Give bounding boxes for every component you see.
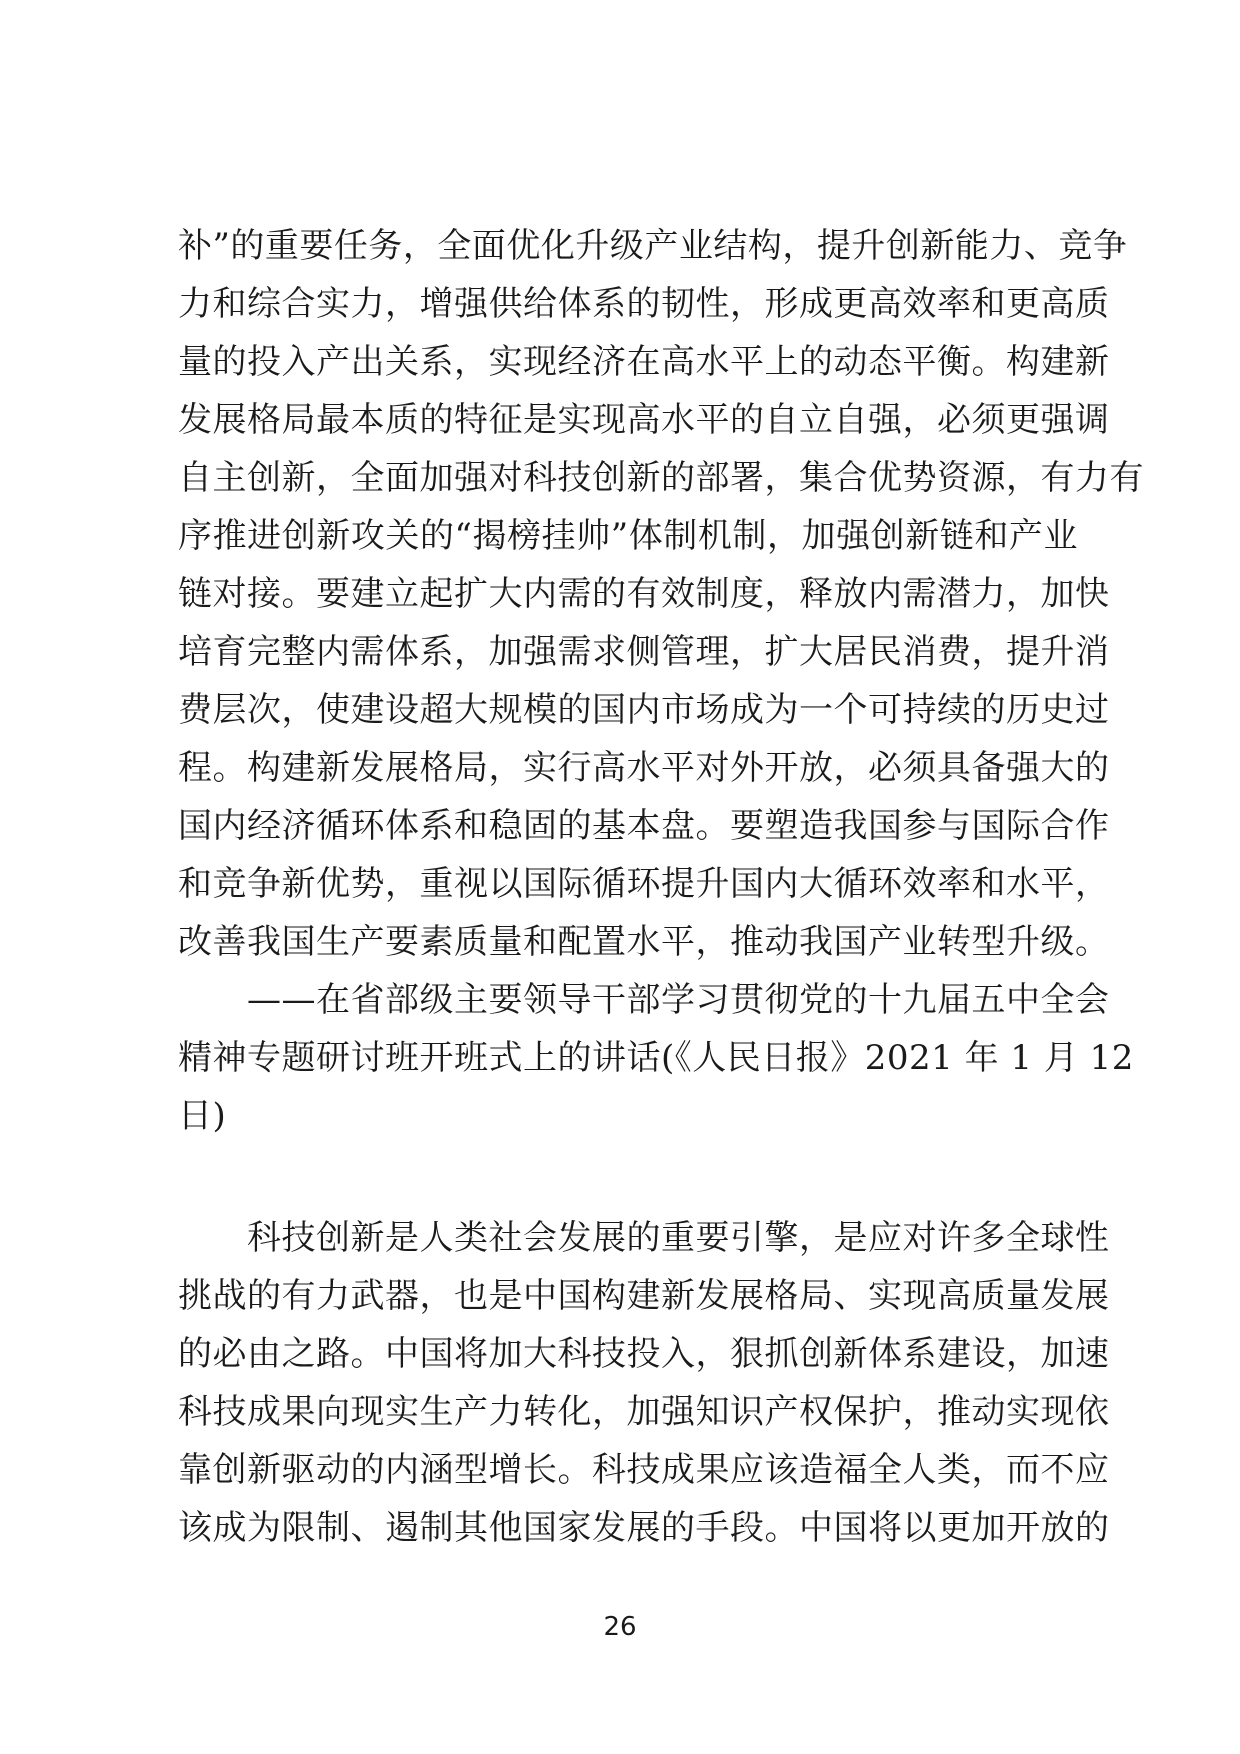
text-line: 链对接。要建立起扩大内需的有效制度，释放内需潜力，加快: [178, 574, 1110, 614]
source-citation-line: 精神专题研讨班开班式上的讲话(《人民日报》2021 年 1 月 12: [178, 1038, 1134, 1078]
source-citation-line: 日): [178, 1096, 227, 1136]
quote-paragraph: [178, 217, 1144, 1145]
text-line: 的必由之路。中国将加大科技投入，狠抓创新体系建设，加速: [178, 1334, 1110, 1374]
text-line: 改善我国生产要素质量和配置水平，推动我国产业转型升级。: [178, 922, 1110, 962]
page-number: 26: [603, 1612, 637, 1642]
text-line: 自主创新，全面加强对科技创新的部署，集合优势资源，有力有: [178, 458, 1144, 498]
text-line: 程。构建新发展格局，实行高水平对外开放，必须具备强大的: [178, 748, 1110, 788]
text-line: 国内经济循环体系和稳固的基本盘。要塑造我国参与国际合作: [178, 806, 1110, 846]
text-line: 科技创新是人类社会发展的重要引擎，是应对许多全球性: [178, 1218, 1110, 1258]
text-line: 量的投入产出关系，实现经济在高水平上的动态平衡。构建新: [178, 342, 1110, 382]
text-line: 该成为限制、遏制其他国家发展的手段。中国将以更加开放的: [178, 1508, 1110, 1548]
text-line: 靠创新驱动的内涵型增长。科技成果应该造福全人类，而不应: [178, 1450, 1110, 1490]
text-line: 培育完整内需体系，加强需求侧管理，扩大居民消费，提升消: [178, 632, 1110, 672]
text-line: 挑战的有力武器，也是中国构建新发展格局、实现高质量发展: [178, 1276, 1110, 1316]
text-line: 发展格局最本质的特征是实现高水平的自立自强，必须更强调: [178, 400, 1110, 440]
text-line: 力和综合实力，增强供给体系的韧性，形成更高效率和更高质: [178, 284, 1110, 324]
text-line: 和竞争新优势，重视以国际循环提升国内大循环效率和水平，: [178, 864, 1110, 904]
text-line: 补”的重要任务，全面优化升级产业结构，提升创新能力、竞争: [178, 226, 1128, 266]
text-line: 费层次，使建设超大规模的国内市场成为一个可持续的历史过: [178, 690, 1110, 730]
source-citation-line: ——在省部级主要领导干部学习贯彻党的十九届五中全会: [178, 980, 1110, 1020]
text-line: 序推进创新攻关的“揭榜挂帅”体制机制，加强创新链和产业: [178, 516, 1078, 556]
body-paragraph: [178, 1209, 1110, 1557]
text-line: 科技成果向现实生产力转化，加强知识产权保护，推动实现依: [178, 1392, 1110, 1432]
